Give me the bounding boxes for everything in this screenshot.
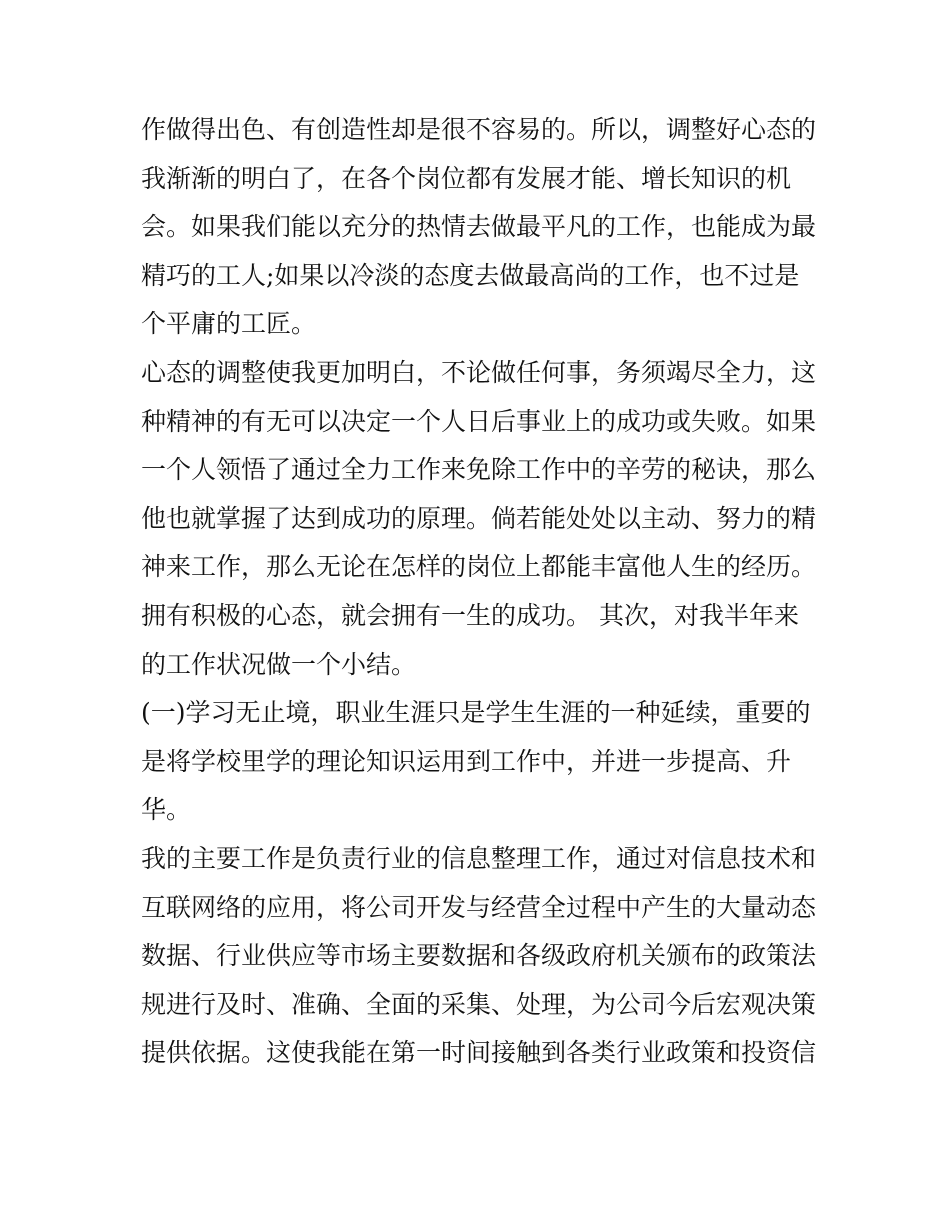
text-line: 规进行及时、准确、全面的采集、处理，为公司今后宏观决策 xyxy=(141,989,817,1019)
text-line: 种精神的有无可以决定一个人日后事业上的成功或失败。如果 xyxy=(141,406,817,436)
text-line: 的工作状况做一个小结。 xyxy=(141,649,417,679)
text-line: 精巧的工人;如果以冷淡的态度去做最高尚的工作，也不过是 xyxy=(141,260,800,290)
document-body xyxy=(141,106,821,1078)
text-line: 我渐渐的明白了，在各个岗位都有发展才能、增长知识的机 xyxy=(141,163,792,193)
text-line: 作做得出色、有创造性却是很不容易的。所以，调整好心态的 xyxy=(141,115,817,144)
text-line: 我的主要工作是负责行业的信息整理工作，通过对信息技术和 xyxy=(141,843,817,873)
text-line: (一)学习无止境，职业生涯只是学生生涯的一种延续，重要的 xyxy=(141,698,811,728)
text-line: 是将学校里学的理论知识运用到工作中，并进一步提高、升 xyxy=(141,746,792,776)
text-line: 华。 xyxy=(141,795,192,825)
text-line: 互联网络的应用，将公司开发与经营全过程中产生的大量动态 xyxy=(141,892,817,922)
text-line: 一个人领悟了通过全力工作来免除工作中的辛劳的秘诀，那么 xyxy=(141,455,817,485)
text-line: 拥有积极的心态，就会拥有一生的成功。 其次，对我半年来 xyxy=(141,600,799,630)
text-line: 心态的调整使我更加明白，不论做任何事，务须竭尽全力，这 xyxy=(141,357,817,387)
text-line: 数据、行业供应等市场主要数据和各级政府机关颁布的政策法 xyxy=(141,941,817,971)
text-line: 提供依据。这使我能在第一时间接触到各类行业政策和投资信 xyxy=(141,1038,817,1068)
text-line: 会。如果我们能以充分的热情去做最平凡的工作，也能成为最 xyxy=(141,212,817,242)
text-line: 他也就掌握了达到成功的原理。倘若能处处以主动、努力的精 xyxy=(141,503,817,533)
text-line: 个平庸的工匠。 xyxy=(141,309,317,339)
text-line: 神来工作，那么无论在怎样的岗位上都能丰富他人生的经历。 xyxy=(141,552,817,582)
